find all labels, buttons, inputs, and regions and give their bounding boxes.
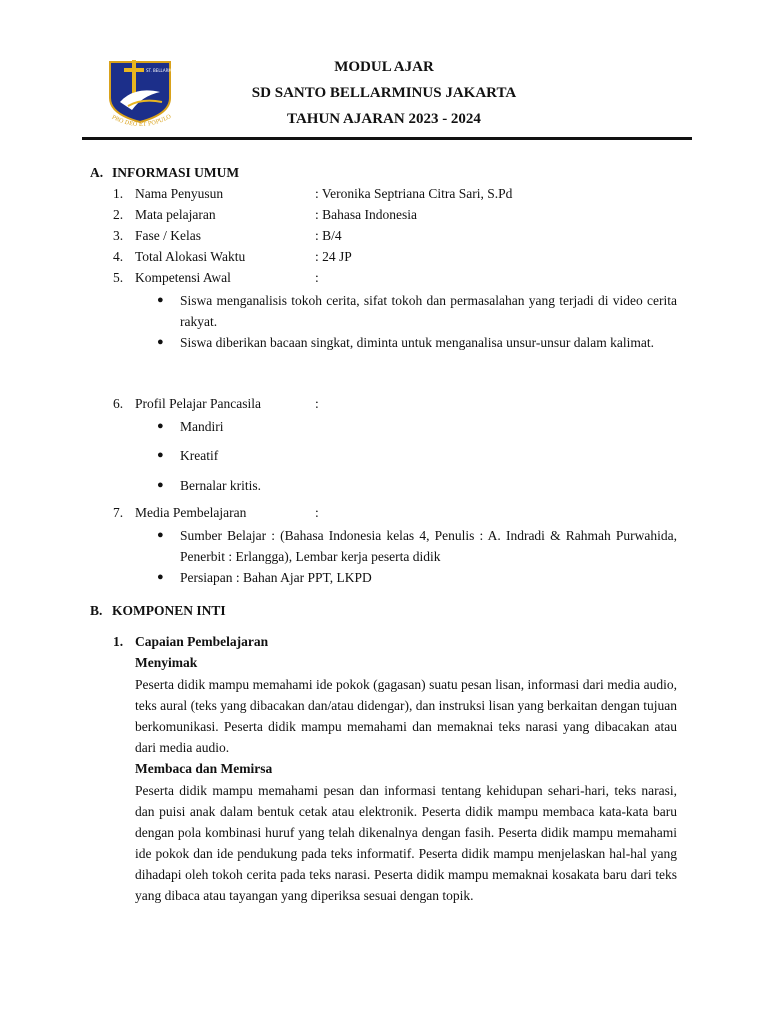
cp-number: 1.	[113, 634, 124, 649]
header-title: MODUL AJAR	[334, 59, 434, 75]
item-label: Total Alokasi Waktu	[135, 249, 246, 264]
item-value: :	[315, 505, 319, 520]
section-b-letter: B.	[90, 603, 103, 618]
profil-bullet: Bernalar kritis.	[180, 478, 261, 493]
bullet-icon: ●	[157, 336, 164, 348]
item-label: Media Pembelajaran	[135, 505, 247, 520]
bullet-icon: ●	[157, 529, 164, 541]
bullet-icon: ●	[157, 420, 164, 432]
section-b-title: KOMPONEN INTI	[112, 603, 226, 618]
item-number: 2.	[113, 207, 124, 222]
cp-title: Capaian Pembelajaran	[135, 634, 269, 649]
section-a-letter: A.	[90, 165, 104, 180]
logo-motto: PRO DEO ET POPULO	[110, 113, 173, 129]
profil-bullet: Kreatif	[180, 448, 219, 463]
bullet-icon: ●	[157, 571, 164, 583]
item-value: : B/4	[315, 228, 342, 243]
item-number: 4.	[113, 249, 124, 264]
item-value: :	[315, 396, 319, 411]
header-divider	[82, 137, 692, 140]
media-bullet: Persiapan : Bahan Ajar PPT, LKPD	[180, 570, 372, 585]
bullet-icon: ●	[157, 294, 164, 306]
school-crest-icon	[102, 58, 178, 130]
item-number: 6.	[113, 396, 124, 411]
document-header	[200, 54, 568, 132]
item-label: Profil Pelajar Pancasila	[135, 396, 261, 411]
item-label: Kompetensi Awal	[135, 270, 231, 285]
item-number: 3.	[113, 228, 124, 243]
item-number: 7.	[113, 505, 124, 520]
item-value: : Veronika Septriana Citra Sari, S.Pd	[315, 186, 513, 201]
membaca-title: Membaca dan Memirsa	[135, 761, 273, 776]
menyimak-text: Peserta didik mampu memahami ide pokok (gagasan) suatu pesan lisan, informasi dari media audio, teks aural (teks yang dibacakan dan/atau didengar), dan instruksi lisan yang berkaitan dengan tujuan berkomunikasi. Peserta didik mampu memahami dan memaknai teks narasi yang dibacakan atau dari media audio.	[135, 677, 677, 755]
kompetensi-bullet: Siswa diberikan bacaan singkat, diminta untuk menganalisa unsur-unsur dalam kalimat.	[180, 335, 654, 350]
header-school: SD SANTO BELLARMINUS JAKARTA	[251, 85, 517, 101]
section-a-title: INFORMASI UMUM	[112, 165, 240, 180]
bullet-icon: ●	[157, 449, 164, 461]
item-label: Mata pelajaran	[135, 207, 216, 222]
menyimak-title: Menyimak	[135, 655, 198, 670]
membaca-text: Peserta didik mampu memahami pesan dan informasi tentang kehidupan sehari-hari, teks narasi, dan puisi anak dalam bentuk cetak atau elektronik. Peserta didik mampu membaca kata-kata baru dengan pola kombinasi huruf yang telah dikenalnya dengan fasih. Peserta didik mampu memahami ide pokok dan ide pendukung pada teks informatif. Peserta didik mampu menjelaskan hal-hal yang dihadapi oleh tokoh cerita pada teks narasi. Peserta didik mampu memaknai kosakata baru dari teks yang dibaca atau tayangan yang diperiksa sesuai dengan topik.	[135, 783, 677, 903]
kompetensi-bullet: Siswa menganalisis tokoh cerita, sifat tokoh dan permasalahan yang terjadi di video cerita rakyat.	[180, 293, 677, 329]
item-value: : 24 JP	[315, 249, 352, 264]
header-year: TAHUN AJARAN 2023 - 2024	[287, 111, 481, 127]
item-number: 1.	[113, 186, 124, 201]
item-label: Fase / Kelas	[135, 228, 201, 243]
bullet-icon: ●	[157, 479, 164, 491]
media-bullet: Sumber Belajar : (Bahasa Indonesia kelas 4, Penulis : A. Indradi & Rahmah Purwahida, Penerbit : Erlangga), Lembar kerja peserta didik	[180, 528, 677, 564]
item-value: : Bahasa Indonesia	[315, 207, 417, 222]
item-value: :	[315, 270, 319, 285]
item-number: 5.	[113, 270, 124, 285]
logo-top-text: ST. BELLARMINUS	[146, 68, 178, 73]
profil-bullet: Mandiri	[180, 419, 224, 434]
item-label: Nama Penyusun	[135, 186, 224, 201]
